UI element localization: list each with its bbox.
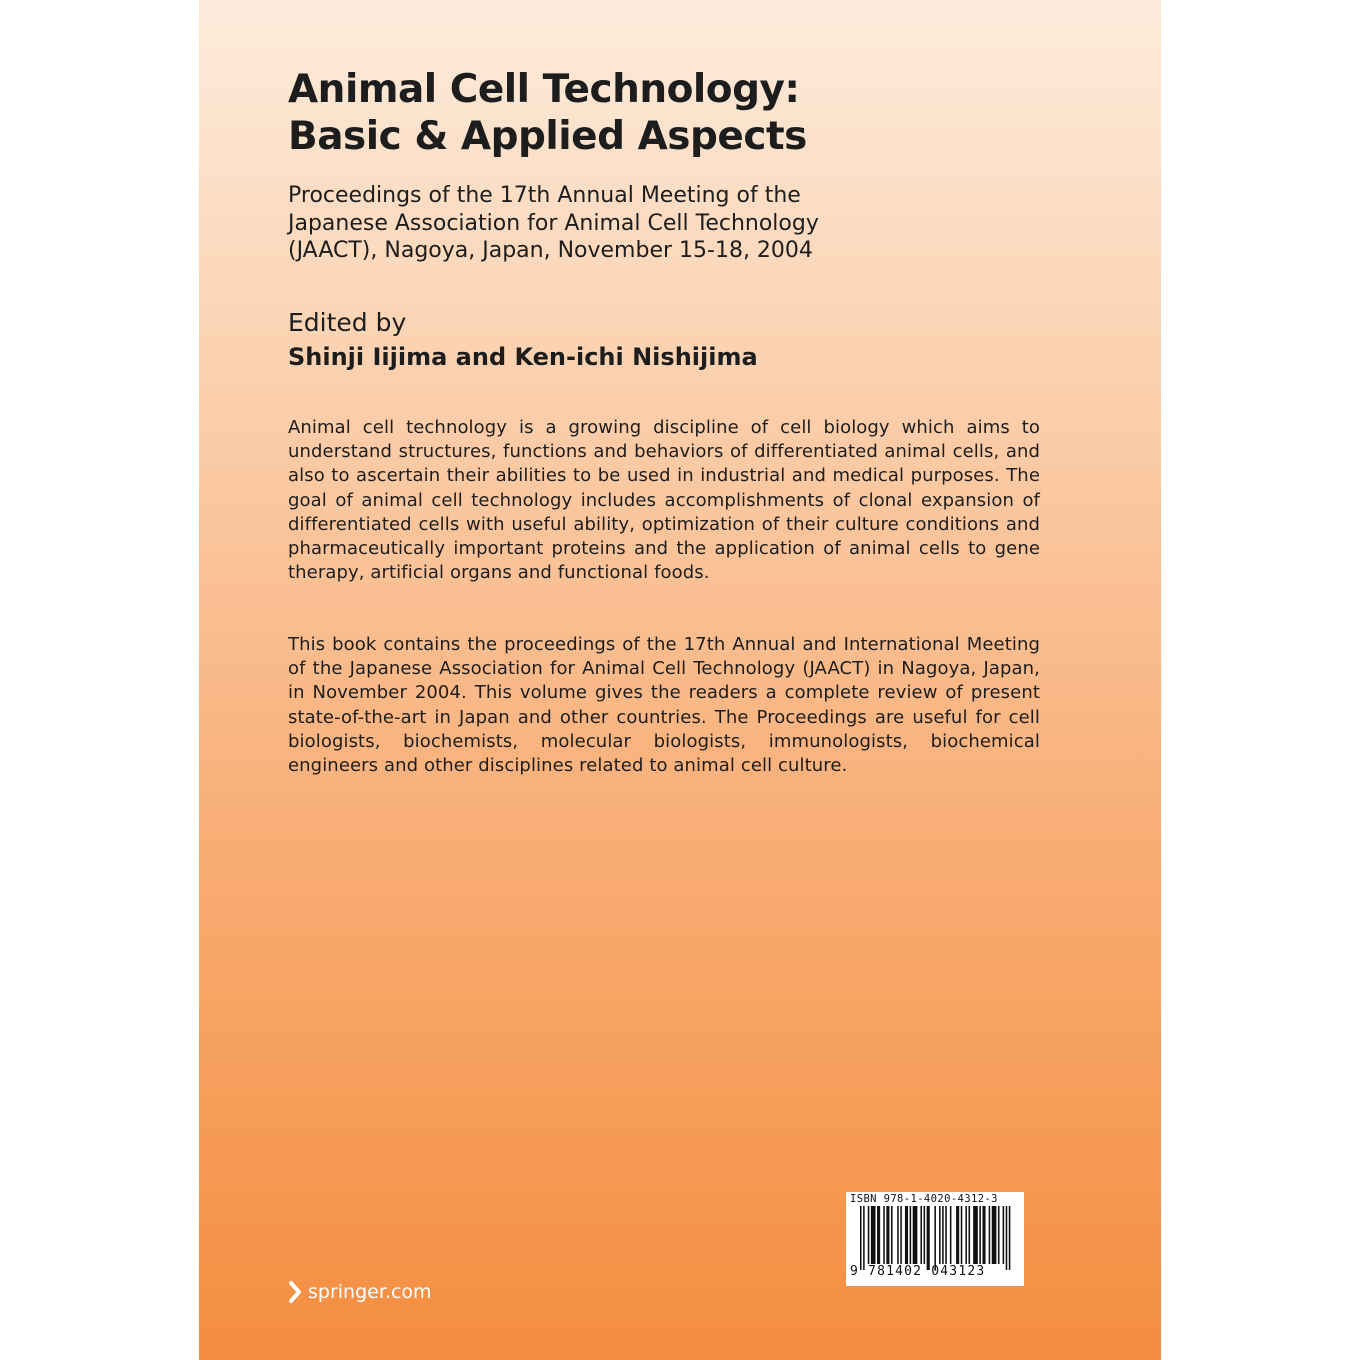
book-back-cover [199, 0, 1161, 1360]
book-subtitle [288, 182, 1040, 265]
barcode-bars [860, 1206, 1012, 1270]
description-paragraph-1: Animal cell technology is a growing discipline of cell biology which aims to understand structures, functions and behaviors of differentiated animal cells, and also to ascertain their abilities to be used in industrial and medical purposes. The goal of animal cell technology includes accomplishments of clonal expansion of differentiated cells with useful ability, optimization of their culture conditions and pharmaceutically important proteins and the application of animal cells to gene therapy, artificial organs and functional foods. [288, 417, 1040, 584]
isbn-barcode [846, 1192, 1024, 1286]
description-paragraph-2: This book contains the proceedings of the 17th Annual and International Meeting of the Japanese Association for Animal Cell Technology (JAACT) in Nagoya, Japan, in November 2004. This volume gives the readers a complete review of present state-of-the-art in Japan and other countries. The Proceedings are useful for cell biologists, biochemists, molecular biologists, immunologists, biochemical engineers and other disciplines related to animal cell culture. [288, 634, 1040, 777]
subtitle-line-1: Proceedings of the 17th Annual Meeting of the [288, 183, 801, 208]
edited-by-label: Edited by [288, 308, 407, 337]
isbn-label: ISBN 978-1-4020-4312-3 [850, 1193, 998, 1205]
title-line-2: Basic & Applied Aspects [288, 114, 807, 159]
subtitle-line-3: (JAACT), Nagoya, Japan, November 15-18, 2004 [288, 238, 813, 263]
subtitle-line-2: Japanese Association for Animal Cell Technology [288, 210, 819, 236]
publisher-link[interactable] [288, 1280, 432, 1304]
publisher-url: springer.com [308, 1281, 432, 1303]
chevron-right-icon [288, 1280, 302, 1304]
book-title [288, 66, 1040, 160]
barcode-digits: 9 781402 043123 [850, 1264, 986, 1279]
editor-names: Shinji Iijima and Ken-ichi Nishijima [288, 343, 758, 371]
title-line-1: Animal Cell Technology: [288, 67, 800, 112]
